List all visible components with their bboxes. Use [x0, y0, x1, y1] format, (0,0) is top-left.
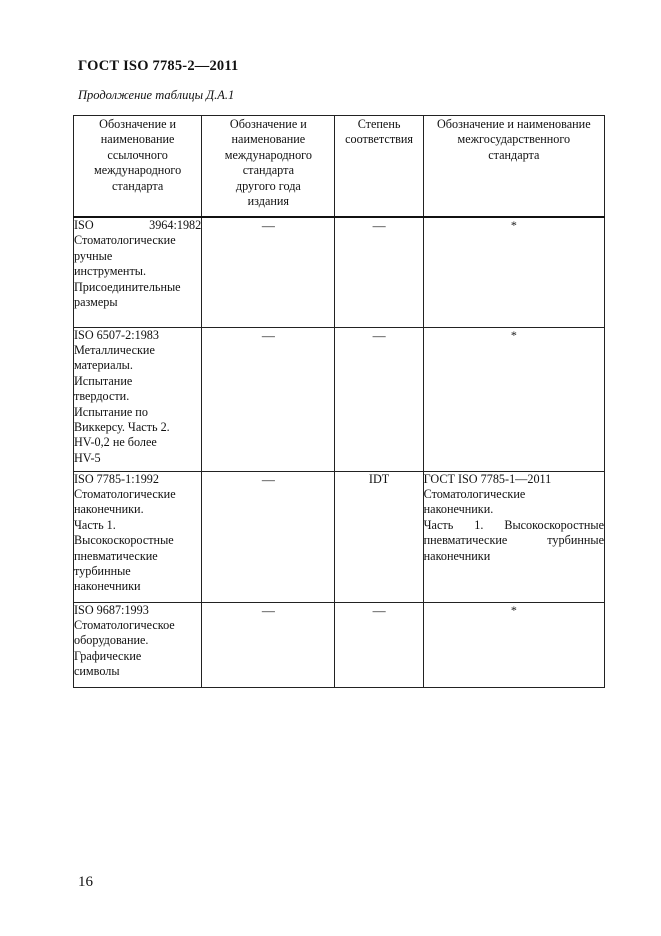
other-year-cell — [202, 217, 335, 327]
document-header: ГОСТ ISO 7785-2—2011 — [78, 58, 239, 74]
table-caption: Продолжение таблицы Д.А.1 — [78, 88, 235, 102]
asterisk-mark: * — [510, 602, 517, 617]
table-row — [74, 602, 605, 687]
interstate-standard-cell — [423, 217, 604, 327]
dash-mark: — — [261, 327, 275, 343]
dash-mark: — — [372, 602, 386, 618]
asterisk-mark: * — [510, 218, 517, 232]
dash-mark: — — [261, 218, 275, 233]
dash-mark: — — [261, 471, 275, 487]
other-year-cell — [202, 602, 335, 687]
other-year-cell — [202, 327, 335, 471]
table-row — [74, 217, 605, 327]
table-header-row — [74, 116, 605, 218]
degree-cell — [335, 602, 423, 687]
degree-cell — [335, 327, 423, 471]
reference-code: ISO 3964:1982 — [74, 218, 202, 232]
column-header-reference-standard: Обозначение и наименование ссылочного международного стандарта — [74, 116, 202, 218]
column-header-degree-of-correspondence: Степень соответствия — [335, 116, 423, 218]
degree-value: IDT — [368, 471, 390, 486]
reference-standard-cell: ISO 3964:1982 Стоматологические ручные инструменты. Присоединительные размеры — [74, 217, 202, 327]
column-header-interstate-standard: Обозначение и наименование межгосударственного стандарта — [423, 116, 604, 218]
table-row — [74, 327, 605, 471]
reference-standard-cell: ISO 7785-1:1992 Стоматологические наконечники. Часть 1. Высокоскоростные пневматические турбинные наконечники — [74, 471, 202, 602]
degree-cell — [335, 217, 423, 327]
dash-mark: — — [261, 602, 275, 618]
reference-standard-cell: ISO 6507-2:1983 Металлические материалы. Испытание твердости. Испытание по Виккерсу. Часть 2. HV-0,2 не более HV-5 — [74, 327, 202, 471]
dash-mark: — — [372, 218, 386, 233]
page-number: 16 — [78, 874, 93, 890]
table-row — [74, 471, 605, 602]
interstate-standard-cell — [423, 327, 604, 471]
dash-mark: — — [372, 327, 386, 343]
column-header-other-year-standard: Обозначение и наименование международного стандарта другого года издания — [202, 116, 335, 218]
interstate-standard-cell: ГОСТ ISO 7785-1—2011 Стоматологические наконечники. Часть 1. Высокоскоростные пневматические турбинные наконечники — [423, 471, 604, 602]
standards-table — [73, 115, 605, 688]
degree-cell — [335, 471, 423, 602]
asterisk-mark: * — [510, 327, 517, 342]
reference-standard-cell: ISO 9687:1993 Стоматологическое оборудование. Графические символы — [74, 602, 202, 687]
other-year-cell — [202, 471, 335, 602]
interstate-standard-cell — [423, 602, 604, 687]
